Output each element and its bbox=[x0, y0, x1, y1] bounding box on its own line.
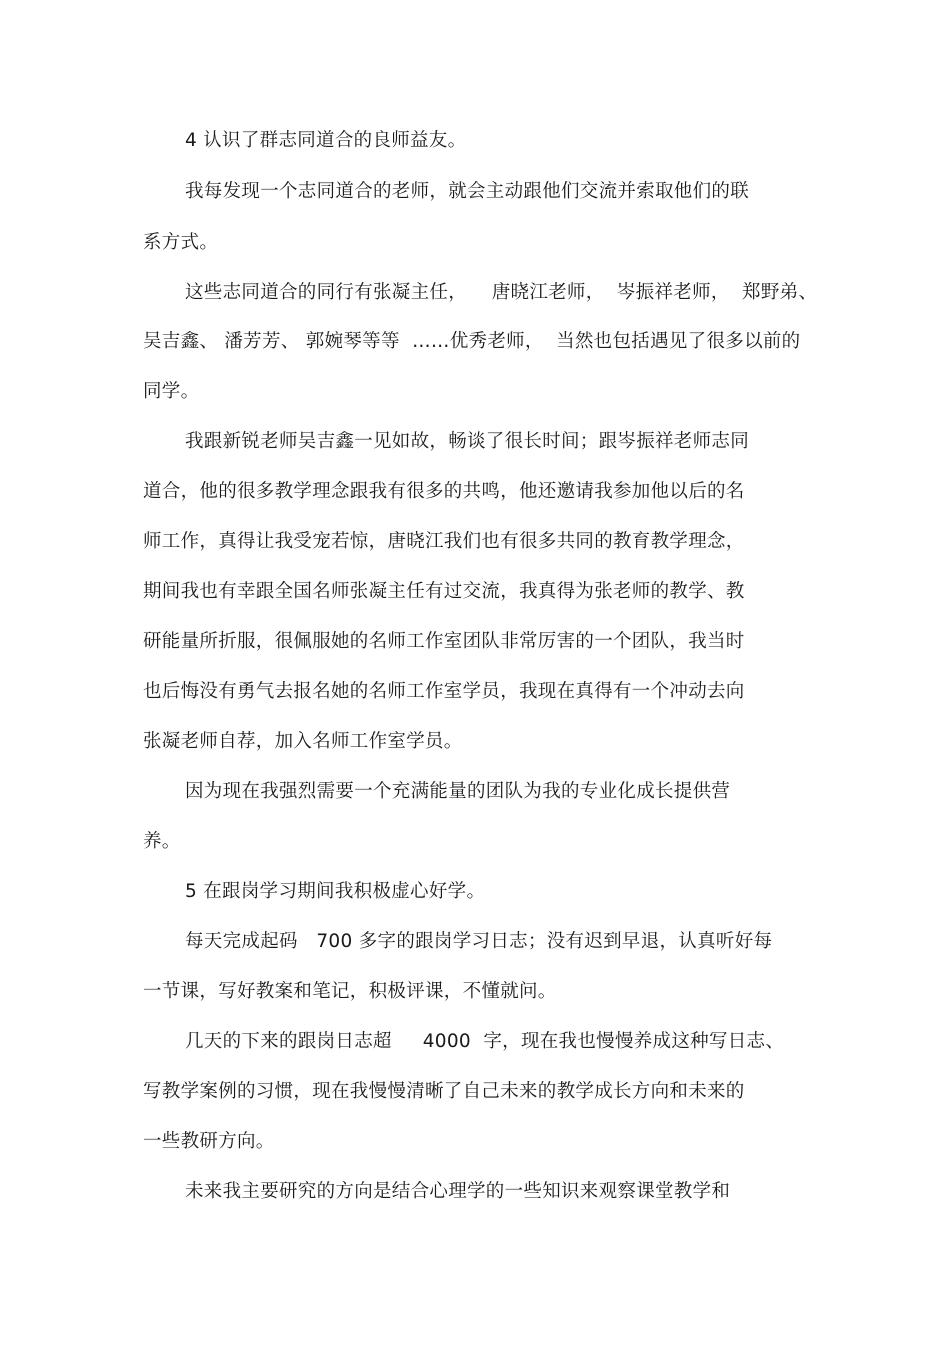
paragraph-line: 也后悔没有勇气去报名她的名师工作室学员，我现在真得有一个冲动去向 bbox=[143, 681, 745, 702]
paragraph-line: 这些志同道合的同行有张凝主任， 唐晓江老师， 岑振祥老师， 郑野弟、 bbox=[185, 282, 818, 303]
paragraph-line: 写教学案例的习惯，现在我慢慢清晰了自己未来的教学成长方向和未来的 bbox=[143, 1081, 745, 1102]
paragraph-line: 张凝老师自荐，加入名师工作室学员。 bbox=[143, 731, 463, 752]
paragraph-line: 养。 bbox=[143, 831, 181, 852]
paragraph-line: 道合，他的很多教学理念跟我有很多的共鸣，他还邀请我参加他以后的名 bbox=[143, 481, 745, 502]
paragraph-line: 师工作，真得让我受宠若惊，唐晓江我们也有很多共同的教育教学理念， bbox=[143, 531, 745, 552]
paragraph-line: 我每发现一个志同道合的老师，就会主动跟他们交流并索取他们的联 bbox=[185, 181, 750, 202]
paragraph-line: 系方式。 bbox=[143, 232, 219, 253]
paragraph-line: 一节课，写好教案和笔记，积极评课，不懂就问。 bbox=[143, 981, 557, 1002]
paragraph-line: 同学。 bbox=[143, 381, 200, 402]
paragraph-line: 几天的下来的跟岗日志超 4000 字，现在我也慢慢养成这种写日志、 bbox=[185, 1031, 785, 1052]
paragraph-line: 吴吉鑫、 潘芳芳、 郭婉琴等等 ……优秀老师， 当然也包括遇见了很多以前的 bbox=[143, 331, 801, 352]
paragraph-line: 研能量所折服，很佩服她的名师工作室团队非常厉害的一个团队，我当时 bbox=[143, 631, 745, 652]
section-heading-4: 4 认识了群志同道合的良师益友。 bbox=[185, 130, 467, 151]
paragraph-line: 每天完成起码 700 多字的跟岗学习日志；没有迟到早退，认真听好每 bbox=[185, 931, 773, 952]
paragraph-line: 因为现在我强烈需要一个充满能量的团队为我的专业化成长提供营 bbox=[185, 781, 731, 802]
paragraph-line: 未来我主要研究的方向是结合心理学的一些知识来观察课堂教学和 bbox=[185, 1181, 731, 1202]
paragraph-line: 一些教研方向。 bbox=[143, 1131, 275, 1152]
paragraph-line: 我跟新锐老师吴吉鑫一见如故，畅谈了很长时间；跟岑振祥老师志同 bbox=[185, 431, 750, 452]
paragraph-line: 期间我也有幸跟全国名师张凝主任有过交流，我真得为张老师的教学、教 bbox=[143, 581, 745, 602]
section-heading-5: 5 在跟岗学习期间我积极虚心好学。 bbox=[185, 881, 486, 902]
